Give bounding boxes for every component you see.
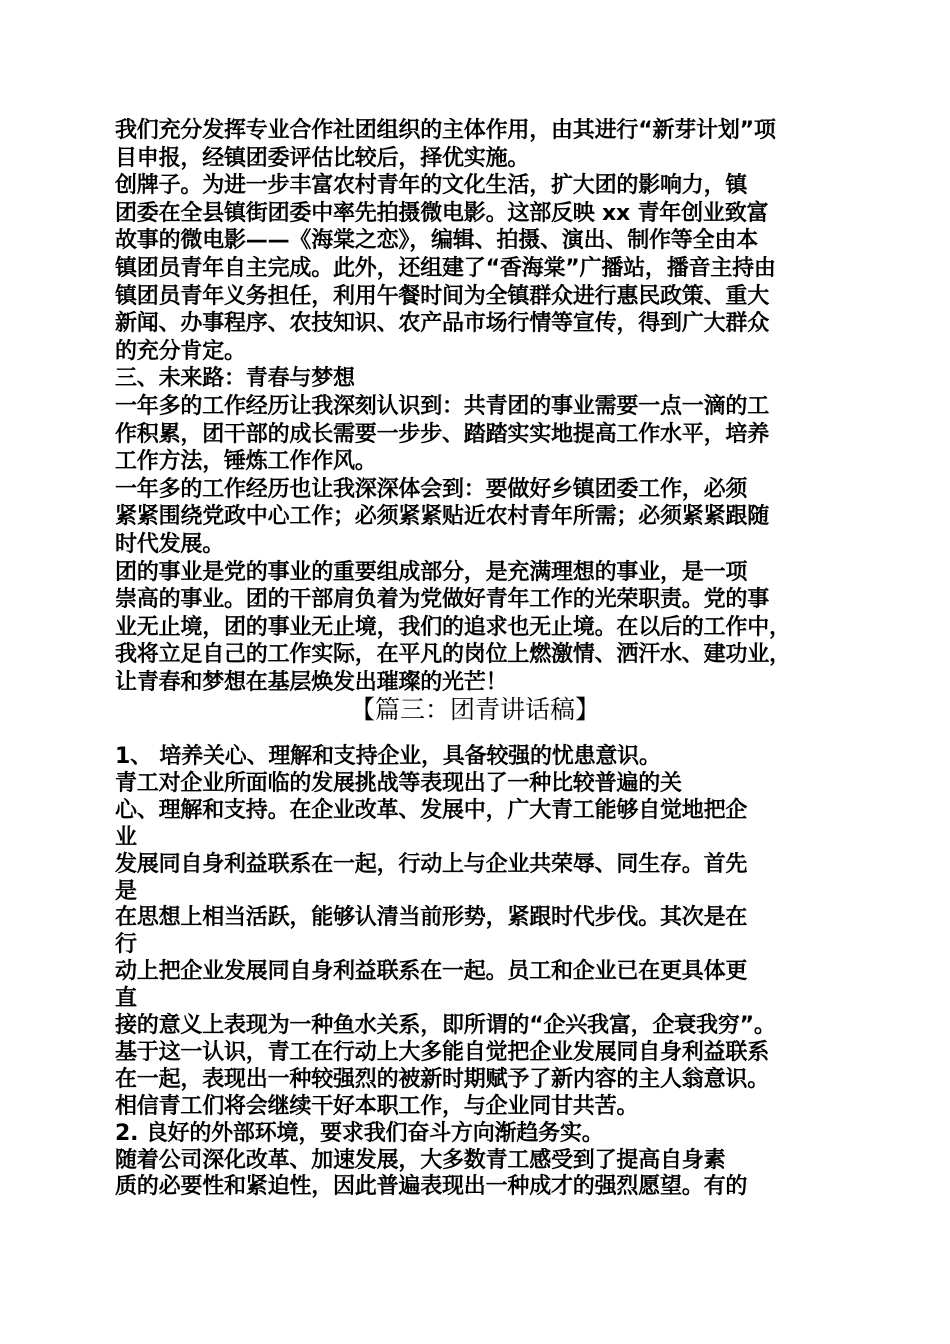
text-line: 团委在全县镇街团委中率先拍摄微电影。这部反映 xx 青年创业致富 [115,200,769,226]
text-line: 直 [115,986,137,1012]
text-line: 创牌子。为进一步丰富农村青年的文化生活，扩大团的影响力，镇 [115,173,748,199]
text-line: 三、未来路：青春与梦想 [115,366,355,392]
text-line: 业 [115,824,137,850]
text-line: 相信青工们将会继续干好本职工作，与企业同甘共苦。 [115,1093,639,1119]
text-line: 是 [115,878,137,904]
text-line: 故事的微电影——《海棠之恋》，编辑、拍摄、演出、制作等全由本 [115,228,759,254]
text-line: 紧紧围绕党政中心工作；必须紧紧贴近农村青年所需；必须紧紧跟随 [115,504,770,530]
text-line: 动上把企业发展同自身利益联系在一起。员工和企业已在更具体更 [115,959,748,985]
text-line: 基于这一认识，青工在行动上大多能自觉把企业发展同自身利益联系 [115,1039,770,1065]
text-line: 质的必要性和紧迫性，因此普遍表现出一种成才的强烈愿望。有的 [115,1174,748,1200]
text-line: 团的事业是党的事业的重要组成部分，是充满理想的事业，是一项 [115,559,748,585]
text-line: 一年多的工作经历让我深刻认识到：共青团的事业需要一点一滴的工 [115,394,770,419]
text-line: 接的意义上表现为一种鱼水关系，即所谓的“企兴我富，企衰我穷”。 [115,1013,776,1038]
text-line: 青工对企业所面临的发展挑战等表现出了一种比较普遍的关 [115,770,682,796]
text-line: 我将立足自己的工作实际，在平凡的岗位上燃激情、洒汗水、建功业， [115,642,791,668]
text-line: 在一起，表现出一种较强烈的被新时期赋予了新内容的主人翁意识。 [115,1066,770,1092]
text-line: 镇团员青年义务担任，利用午餐时间为全镇群众进行惠民政策、重大 [115,283,770,309]
text-line: 镇团员青年自主完成。此外，还组建了“香海棠”广播站，播音主持由 [115,256,776,281]
text-line: 工作方法，锤炼工作作风。 [115,449,377,475]
text-line: 行 [115,932,137,958]
text-line: 在思想上相当活跃，能够认清当前形势，紧跟时代步伐。其次是在 [115,905,748,931]
text-line: 崇高的事业。团的干部肩负着为党做好青年工作的光荣职责。党的事 [115,587,770,613]
text-line: 的充分肯定。 [115,338,246,364]
text-line: 作积累，团干部的成长需要一步步、踏踏实实地提高工作水平，培养 [115,421,770,447]
text-line: 我们充分发挥专业合作社团组织的主体作用，由其进行“新芽计划”项 [115,118,776,143]
text-line: 2. 良好的外部环境，要求我们奋斗方向渐趋务实。 [115,1120,604,1146]
text-line: 时代发展。 [115,532,225,557]
text-line: 发展同自身利益联系在一起，行动上与企业共荣辱、同生存。首先 [115,851,748,877]
text-line: 1、 培养关心、理解和支持企业，具备较强的忧患意识。 [115,744,661,769]
text-line: 业无止境，团的事业无止境，我们的追求也无止境。在以后的工作中， [115,614,791,640]
text-line: 新闻、办事程序、农技知识、农产品市场行情等宣传，得到广大群众 [115,311,770,337]
text-line: 目申报，经镇团委评估比较后，择优实施。 [115,145,530,171]
text-line: 心、理解和支持。在企业改革、发展中，广大青工能够自觉地把企 [115,797,748,823]
text-line: 一年多的工作经历也让我深深体会到：要做好乡镇团委工作，必须 [115,476,748,502]
text-line: 随着公司深化改革、加速发展，大多数青工感受到了提高自身素 [115,1147,726,1173]
section-heading: 【篇三：团青讲话稿】 [349,695,600,724]
text-line: 让青春和梦想在基层焕发出璀璨的光芒！ [115,670,508,695]
